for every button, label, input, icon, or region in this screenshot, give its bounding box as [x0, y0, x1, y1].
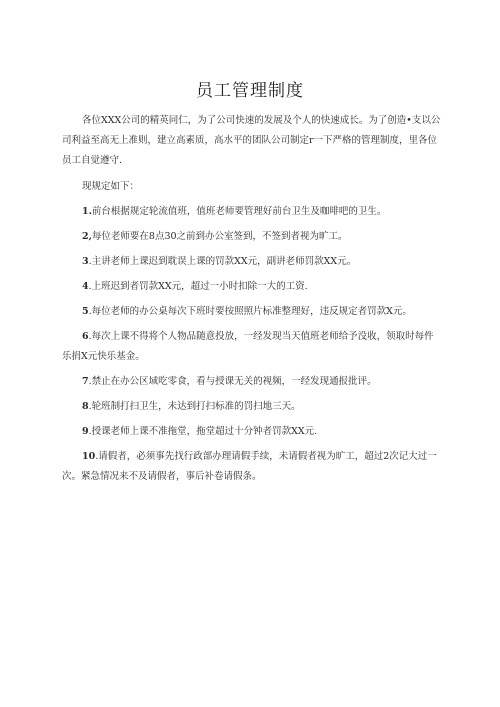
rule-number: 5 [82, 306, 89, 317]
rule-text: .主讲老师上课迟到耽误上课的罚款XX元，副讲老师罚款XX元。 [88, 256, 357, 267]
rule-text: .授课老师上课不准拖堂，拖堂超过十分钟者罚款XX元. [88, 426, 318, 437]
rule-item-6 [62, 327, 442, 367]
intro-paragraph: 各位XXX公司的精英同仁，为了公司快速的发展及个人的快速成长。为了创造•支以公司利益至高无上准则，建立高素质，高水平的团队公司制定r一下严格的管理制度，里各位员工自觉遵守. [62, 115, 441, 166]
rule-number: 7 [82, 376, 89, 387]
rule-text: .轮班制打扫卫生，未达到打扫标准的罚扫地三天。 [88, 401, 301, 412]
rule-item-5 [62, 302, 442, 322]
rule-text: .禁止在办公区域吃零食，看与授课无关的视频，一经发现通报批评。 [88, 376, 377, 387]
rule-number: 6 [82, 331, 89, 342]
rule-text: .每位老师的办公桌每次下班时要按照照片标准整理好，违反规定者罚款X元。 [88, 306, 412, 317]
rule-number: 1. [82, 206, 92, 217]
rule-item-10 [62, 447, 442, 487]
document-title: 员工管理制度 [196, 81, 304, 101]
rule-number: 10 [82, 451, 96, 462]
document-body [62, 111, 442, 492]
rule-number: 4 [82, 281, 89, 292]
rules-lead: 现规定如下： [82, 181, 140, 192]
rule-number: 9 [82, 426, 89, 437]
rule-number: 8 [82, 401, 89, 412]
rule-number: 2, [82, 231, 92, 242]
rule-item-7 [62, 372, 442, 392]
rule-text: .每次上课不得将个人物品随意投放，一经发现当天值班老师给予没收，领取时每件乐捐X元快乐基金。 [62, 331, 434, 362]
rule-text: 前台根据规定轮流值班，值班老师要管理好前台卫生及咖啡吧的卫生。 [91, 206, 387, 217]
rule-item-9 [62, 422, 442, 442]
rule-item-1 [62, 202, 442, 222]
rule-item-2 [62, 227, 442, 247]
rule-text: .请假者，必须事先找行政部办理请假手续，未请假者视为旷工，超过2次记大过一次。紧急情况来不及请假者，事后补卷请假条。 [62, 451, 437, 482]
rule-item-8 [62, 397, 442, 417]
rule-item-4 [62, 277, 442, 297]
rule-item-3 [62, 252, 442, 272]
rule-text: .上班迟到者罚款XX元，超过一小时扣除一大的工资. [88, 281, 308, 292]
rule-text: 每位老师要在8点30之前到办公室签到，不签到者视为旷工。 [91, 231, 348, 242]
rule-number: 3 [82, 256, 89, 267]
